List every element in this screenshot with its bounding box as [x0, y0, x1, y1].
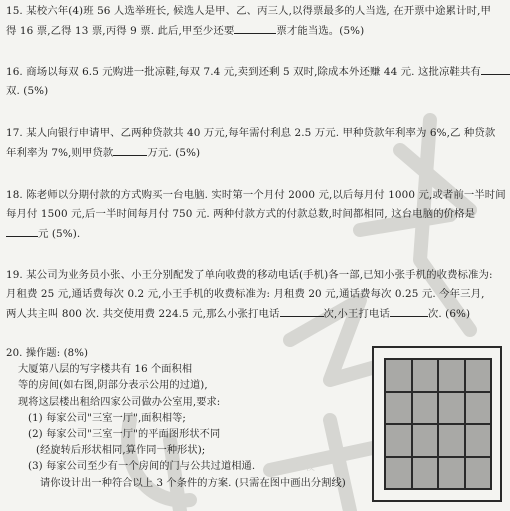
q20-line-5: (2) 每家公司"三室一厅"的平面图形状不同	[28, 429, 221, 441]
q19-answer-blank-1[interactable]	[280, 304, 324, 317]
q20-line-4: (1) 每家公司"三室一厅",面积相等;	[28, 412, 186, 424]
floor-plan-figure	[372, 346, 502, 502]
room-cell[interactable]	[386, 360, 411, 391]
q18-line1: 18. 陈老师以分期付款的方式购买一台电脑. 实时第一个月付 2000 元,以后每月付 1000 元,或者前一半时间	[6, 189, 506, 201]
question-16	[6, 62, 502, 101]
q17-answer-blank[interactable]	[113, 143, 147, 156]
room-cell[interactable]	[386, 393, 411, 424]
room-cell[interactable]	[439, 360, 464, 391]
q15-line2: 得 16 票,乙得 13 票,丙得 9 票. 此后,甲至少还要 票才能当选。(5%)	[6, 21, 502, 41]
q19-line2: 月租费 25 元,通话费每次 0.2 元,小王手机的收费标准为: 月租费 20 元,通话费每次 0.25 元. 今年三月,	[6, 288, 485, 300]
q20-line-6: (经旋转后形状相同,算作同一种形状);	[36, 445, 206, 457]
room-cell[interactable]	[439, 425, 464, 456]
q16-answer-blank[interactable]	[481, 62, 510, 75]
q20-title: 20. 操作题: (8%)	[6, 348, 89, 359]
q18-answer-blank[interactable]	[6, 224, 38, 237]
room-cell[interactable]	[413, 425, 438, 456]
question-19	[6, 266, 502, 324]
q16-line2: 双. (5%)	[6, 85, 49, 97]
q19-line3: 两人共主叫 800 次. 共交使用费 224.5 元,那么小张打电话 次,小王打电话 次. (6%)	[6, 304, 502, 324]
room-cell[interactable]	[466, 458, 491, 489]
q20-line-2: 等的房间(如右图,阴部分表示公用的过道),	[18, 380, 208, 392]
question-15	[6, 2, 502, 41]
room-cell[interactable]	[439, 393, 464, 424]
room-cell[interactable]	[413, 360, 438, 391]
question-18	[6, 186, 506, 244]
q16-line1: 16. 商场以每双 6.5 元购进一批凉鞋,每双 7.4 元,卖到还剩 5 双时,除成本外还赚 44 元. 这批凉鞋共有	[6, 62, 502, 82]
q17-line2: 年利率为 7%,则甲贷款 万元. (5%)	[6, 143, 502, 163]
q20-line-7: (3) 每家公司至少有一个房间的门与公共过道相通.	[28, 461, 256, 473]
question-17	[6, 124, 502, 163]
q18-line3: 元 (5%).	[6, 224, 502, 244]
room-cell[interactable]	[386, 458, 411, 489]
room-cell[interactable]	[466, 425, 491, 456]
floor-plan-grid[interactable]	[384, 358, 492, 490]
q20-line-1: 大厦第八层的写字楼共有 16 个面积相	[18, 364, 193, 376]
room-cell[interactable]	[386, 425, 411, 456]
room-cell[interactable]	[413, 393, 438, 424]
room-cell[interactable]	[466, 360, 491, 391]
room-cell[interactable]	[439, 458, 464, 489]
room-cell[interactable]	[466, 393, 491, 424]
q18-line2: 每月付 1500 元,后一半时间每月付 750 元. 两种付款方式的付款总数,时间都相同, 这台电脑的价格是	[6, 208, 476, 220]
q19-line1: 19. 某公司为业务员小张、小王分别配发了单向收费的移动电话(手机)各一部,已知小张手机的收费标准为:	[6, 269, 493, 281]
watermark-text: 学校	[295, 462, 315, 473]
q19-answer-blank-2[interactable]	[390, 304, 428, 317]
q20-line-8: 请你设计出一种符合以上 3 个条件的方案. (只需在图中画出分割线)	[40, 477, 346, 489]
q20-line-3: 现将这层楼出租给四家公司做办公室用,要求:	[18, 396, 221, 408]
q15-line1: 15. 某校六年(4)班 56 人选举班长, 候选人是甲、乙、丙三人,以得票最多的人当选, 在开票中途累计时,甲	[6, 5, 492, 17]
room-cell[interactable]	[413, 458, 438, 489]
q15-answer-blank[interactable]	[234, 21, 276, 34]
q17-line1: 17. 某人向银行申请甲、乙两种贷款共 40 万元,每年需付利息 2.5 万元. 甲种贷款年利率为 6%,乙 种贷款	[6, 127, 496, 139]
